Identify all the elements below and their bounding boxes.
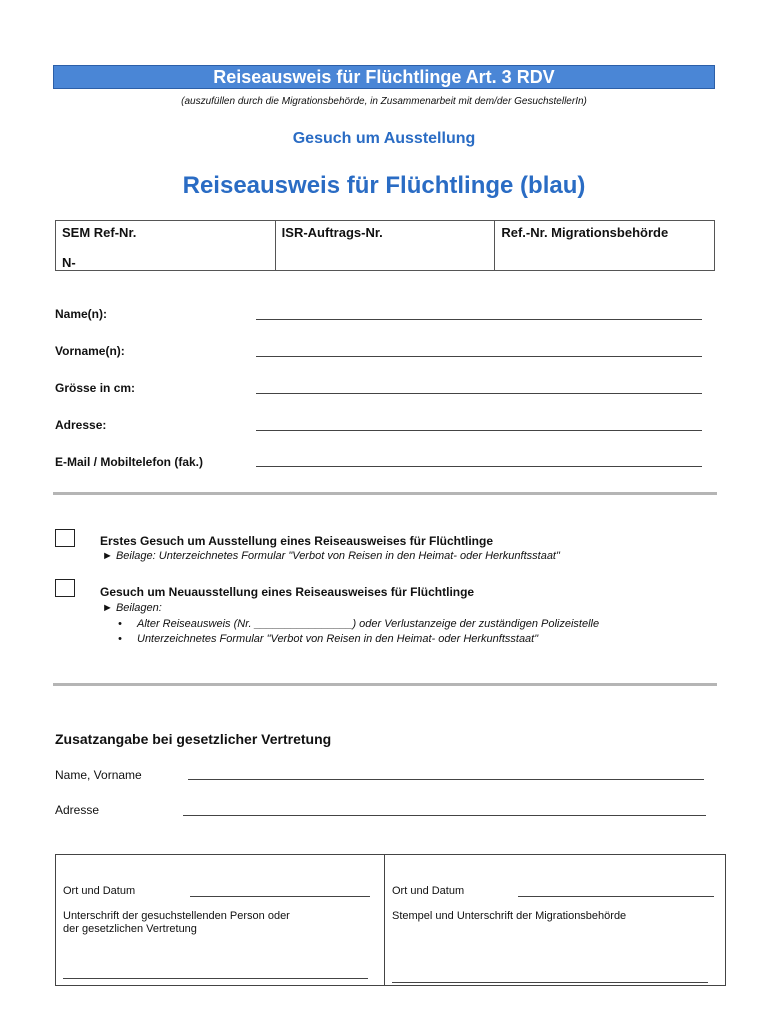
rep-name-field[interactable]: [188, 779, 704, 780]
signature-divider: [384, 854, 385, 986]
reissue-bullet-2: Unterzeichnetes Formular "Verbot von Reisen in den Heimat- oder Herkunftsstaat": [137, 633, 539, 645]
name-field[interactable]: [256, 319, 702, 320]
first-application-attachment: ► Beilage: Unterzeichnetes Formular "Verbot von Reisen in den Heimat- oder Herkunftsstaat": [102, 550, 560, 562]
sem-ref-prefix: N-: [62, 255, 76, 270]
authority-signature-field[interactable]: [392, 982, 708, 983]
reissue-bullet-1: Alter Reiseausweis (Nr. ________________) oder Verlustanzeige der zuständigen Polizeistelle: [137, 618, 600, 630]
contact-field[interactable]: [256, 466, 702, 467]
name-label: Name(n):: [55, 307, 108, 321]
authority-place-date-field[interactable]: [518, 896, 714, 897]
rep-name-label: Name, Vorname: [55, 768, 142, 782]
height-label: Grösse in cm:: [55, 381, 136, 395]
isr-order-cell[interactable]: [275, 221, 495, 270]
section-divider: [53, 492, 717, 495]
request-heading: Gesuch um Ausstellung: [292, 130, 476, 147]
section-divider: [53, 683, 717, 686]
first-application-checkbox[interactable]: [55, 529, 75, 547]
applicant-place-date-field[interactable]: [190, 896, 370, 897]
height-field[interactable]: [256, 393, 702, 394]
reference-table: [55, 220, 715, 271]
contact-label: E-Mail / Mobiltelefon (fak.): [55, 455, 204, 469]
authority-place-date-label: Ort und Datum: [392, 885, 465, 897]
form-title-banner: Reiseausweis für Flüchtlinge Art. 3 RDV: [53, 65, 715, 89]
representation-heading: Zusatzangabe bei gesetzlicher Vertretung: [55, 731, 332, 747]
reissue-attachments-label: ► Beilagen:: [102, 602, 162, 614]
reissue-bullet-1-marker: •: [118, 618, 122, 630]
reissue-checkbox[interactable]: [55, 579, 75, 597]
sem-ref-cell[interactable]: [56, 221, 275, 270]
first-name-label: Vorname(n):: [55, 344, 125, 358]
reissue-bullet-2-marker: •: [118, 633, 122, 645]
first-application-title: Erstes Gesuch um Ausstellung eines Reiseausweises für Flüchtlinge: [100, 534, 494, 548]
migration-ref-label: Ref.-Nr. Migrationsbehörde: [501, 225, 669, 240]
first-name-field[interactable]: [256, 356, 702, 357]
applicant-signature-caption-2: der gesetzlichen Vertretung: [63, 923, 197, 935]
document-title: Reiseausweis für Flüchtlinge (blau): [182, 172, 586, 199]
form-subnote: (auszufüllen durch die Migrationsbehörde, in Zusammenarbeit mit dem/der GesuchstellerIn): [181, 96, 587, 107]
rep-address-label: Adresse: [55, 803, 100, 817]
authority-stamp-caption: Stempel und Unterschrift der Migrationsbehörde: [392, 910, 627, 922]
address-label: Adresse:: [55, 418, 107, 432]
rep-address-field[interactable]: [183, 815, 706, 816]
address-field[interactable]: [256, 430, 702, 431]
isr-order-label: ISR-Auftrags-Nr.: [281, 225, 383, 240]
applicant-place-date-label: Ort und Datum: [63, 885, 136, 897]
reissue-title: Gesuch um Neuausstellung eines Reiseausweises für Flüchtlinge: [100, 585, 475, 599]
migration-ref-cell[interactable]: [494, 221, 714, 270]
sem-ref-label: SEM Ref-Nr.: [62, 225, 137, 240]
applicant-signature-caption-1: Unterschrift der gesuchstellenden Person oder: [63, 910, 290, 922]
applicant-signature-field[interactable]: [63, 978, 368, 979]
